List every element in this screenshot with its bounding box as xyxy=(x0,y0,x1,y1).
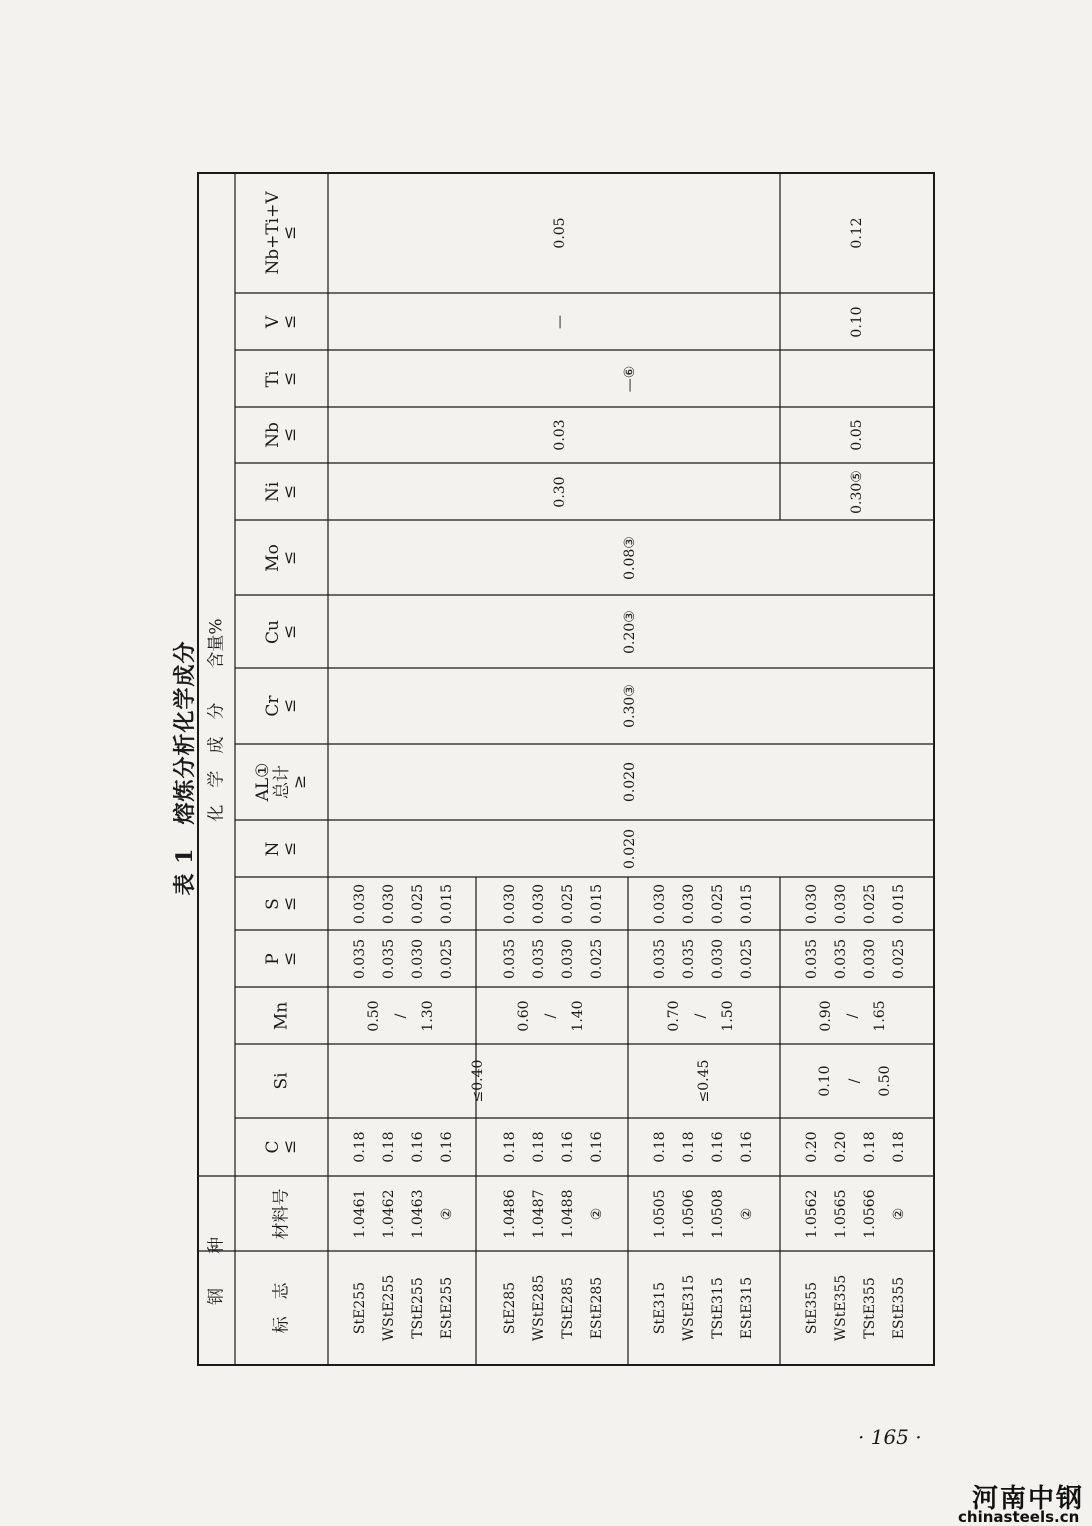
table-cell-S: 0.030 xyxy=(681,883,697,924)
table-cell-material_nos: 1.0461 xyxy=(352,1189,368,1238)
table-cell-P: 0.035 xyxy=(804,938,820,979)
table-cell-marks: StE315 xyxy=(652,1281,668,1335)
table-cell-material_nos: 1.0565 xyxy=(833,1189,849,1238)
table-cell-marks: EStE355 xyxy=(891,1276,907,1340)
table-cell-material_nos: ② xyxy=(891,1207,907,1220)
table-cell-S: 0.025 xyxy=(560,883,576,924)
table-cell-Mn: 1.30 xyxy=(420,999,436,1032)
page-number: · 165 · xyxy=(858,1425,922,1449)
header-element-N: N ≤ xyxy=(262,841,300,856)
cell-Ni-b: 0.30⑤ xyxy=(849,469,865,514)
table-cell-S: 0.015 xyxy=(589,883,605,924)
table-cell-Mn: 1.65 xyxy=(872,999,888,1032)
table-cell-C: 0.18 xyxy=(652,1131,668,1163)
table-cell-marks: TStE355 xyxy=(862,1277,878,1339)
table-cell-S: 0.030 xyxy=(381,883,397,924)
table-cell-C: 0.18 xyxy=(891,1131,907,1163)
cell-Nb-b: 0.05 xyxy=(849,419,865,451)
table-cell-C: 0.16 xyxy=(710,1131,726,1163)
table-cell-Mn: 1.40 xyxy=(570,999,586,1032)
cell-Ti: —⑥ xyxy=(622,365,638,392)
table-cell-Mn: 1.50 xyxy=(720,999,736,1032)
cell-si-c-2: / xyxy=(847,1078,863,1084)
table-cell-P: 0.035 xyxy=(681,938,697,979)
table-cell-S: 0.025 xyxy=(410,883,426,924)
table-cell-C: 0.16 xyxy=(410,1131,426,1163)
cell-si-a: ≤0.40 xyxy=(470,1059,486,1103)
table-cell-marks: StE255 xyxy=(352,1281,368,1335)
header-element-Cu: Cu ≤ xyxy=(262,619,300,644)
table-cell-Mn: / xyxy=(845,1013,861,1018)
table-cell-Mn: 0.90 xyxy=(818,999,834,1032)
table-cell-Mn: 0.60 xyxy=(516,999,532,1032)
table-cell-marks: TStE255 xyxy=(410,1277,426,1339)
table-cell-S: 0.030 xyxy=(502,883,518,924)
table-cell-material_nos: 1.0508 xyxy=(710,1189,726,1238)
table-cell-P: 0.030 xyxy=(862,938,878,979)
table-cell-marks: TStE315 xyxy=(710,1277,726,1339)
table-cell-material_nos: 1.0566 xyxy=(862,1189,878,1238)
table-cell-C: 0.16 xyxy=(439,1131,455,1163)
table-cell-P: 0.025 xyxy=(739,938,755,979)
header-chem-group: 化 学 成 分 含量% xyxy=(206,618,226,822)
table-cell-P: 0.035 xyxy=(531,938,547,979)
header-material-no: 材料号 xyxy=(271,1188,291,1239)
header-element-Cr: Cr ≤ xyxy=(262,695,300,717)
table-cell-P: 0.035 xyxy=(652,938,668,979)
table-cell-marks: StE355 xyxy=(804,1281,820,1335)
cell-Ni-a: 0.30 xyxy=(552,475,568,508)
table-cell-C: 0.20 xyxy=(804,1131,820,1163)
table-cell-Mn: / xyxy=(693,1013,709,1018)
table-cell-marks: EStE285 xyxy=(589,1276,605,1340)
table-cell-material_nos: 1.0487 xyxy=(531,1189,547,1238)
table-cell-C: 0.20 xyxy=(833,1131,849,1163)
table-cell-S: 0.025 xyxy=(862,883,878,924)
table-cell-material_nos: 1.0488 xyxy=(560,1189,576,1238)
table-cell-P: 0.030 xyxy=(560,938,576,979)
table-cell-C: 0.16 xyxy=(739,1131,755,1163)
table-cell-Mn: / xyxy=(393,1013,409,1018)
cell-Nb-a: 0.03 xyxy=(552,419,568,451)
table-cell-material_nos: 1.0462 xyxy=(381,1189,397,1238)
table-cell-marks: WStE355 xyxy=(833,1274,849,1342)
table-cell-P: 0.035 xyxy=(352,938,368,979)
header-steel-group: 钢 种 xyxy=(206,1236,226,1305)
table-cell-material_nos: ② xyxy=(739,1207,755,1220)
table-cell-material_nos: 1.0506 xyxy=(681,1189,697,1238)
table-cell-S: 0.025 xyxy=(710,883,726,924)
cell-si-c-3: 0.50 xyxy=(877,1065,893,1097)
table-cell-C: 0.18 xyxy=(381,1131,397,1163)
table-cell-P: 0.025 xyxy=(439,938,455,979)
header-element-Si: Si xyxy=(271,1072,291,1090)
header-element-Ni: Ni ≤ xyxy=(262,481,300,502)
table-cell-P: 0.035 xyxy=(502,938,518,979)
table-cell-material_nos: 1.0505 xyxy=(652,1189,668,1238)
table-cell-marks: WStE285 xyxy=(531,1274,547,1342)
table-cell-C: 0.16 xyxy=(560,1131,576,1163)
table-cell-S: 0.030 xyxy=(531,883,547,924)
table-cell-marks: EStE255 xyxy=(439,1276,455,1340)
cell-N: 0.020 xyxy=(622,828,638,869)
cell-si-b: ≤0.45 xyxy=(696,1059,712,1103)
table-cell-P: 0.025 xyxy=(589,938,605,979)
table-cell-C: 0.18 xyxy=(862,1131,878,1163)
header-element-Ti: Ti ≤ xyxy=(262,370,300,387)
cell-Cu: 0.20③ xyxy=(622,609,638,654)
table-cell-C: 0.18 xyxy=(502,1131,518,1163)
table-cell-marks: WStE315 xyxy=(681,1274,697,1342)
cell-si-c-1: 0.10 xyxy=(817,1065,833,1097)
table-cell-S: 0.015 xyxy=(439,883,455,924)
table-cell-P: 0.025 xyxy=(891,938,907,979)
header-element-NbTiV: Nb+Ti+V ≤ xyxy=(262,191,300,275)
cell-Mo: 0.08③ xyxy=(622,535,638,580)
table-cell-marks: TStE285 xyxy=(560,1277,576,1339)
table-cell-S: 0.015 xyxy=(891,883,907,924)
table-cell-S: 0.030 xyxy=(804,883,820,924)
cell-V-b: 0.10 xyxy=(849,305,865,338)
table-cell-material_nos: ② xyxy=(589,1207,605,1220)
table-cell-C: 0.18 xyxy=(352,1131,368,1163)
table-cell-material_nos: ② xyxy=(439,1207,455,1220)
table-cell-P: 0.030 xyxy=(410,938,426,979)
table-cell-S: 0.015 xyxy=(739,883,755,924)
watermark-cn: 河南中钢 xyxy=(972,1484,1085,1514)
table-cell-C: 0.16 xyxy=(589,1131,605,1163)
header-element-AL: AL① 总计 ≥ xyxy=(252,762,310,802)
header-element-Nb: Nb ≤ xyxy=(262,422,300,448)
table-cell-marks: StE285 xyxy=(502,1281,518,1335)
table-cell-material_nos: 1.0562 xyxy=(804,1189,820,1238)
cell-V-a: — xyxy=(552,314,568,329)
table-cell-Mn: / xyxy=(543,1013,559,1018)
cell-NbTiV-b: 0.12 xyxy=(849,217,865,249)
table-cell-Mn: 0.70 xyxy=(666,999,682,1032)
table-cell-S: 0.030 xyxy=(833,883,849,924)
header-element-C: C ≤ xyxy=(262,1139,300,1155)
header-element-P: P ≤ xyxy=(262,951,300,966)
table-cell-P: 0.035 xyxy=(833,938,849,979)
table-cell-S: 0.030 xyxy=(652,883,668,924)
watermark-en: chinasteels.cn xyxy=(958,1508,1080,1526)
table-cell-S: 0.030 xyxy=(352,883,368,924)
table-cell-material_nos: 1.0463 xyxy=(410,1189,426,1238)
table-cell-P: 0.035 xyxy=(381,938,397,979)
header-element-S: S ≤ xyxy=(262,896,300,911)
table-cell-marks: EStE315 xyxy=(739,1276,755,1340)
header-element-V: V ≤ xyxy=(262,314,300,329)
table-cell-C: 0.18 xyxy=(531,1131,547,1163)
cell-Cr: 0.30③ xyxy=(622,684,638,728)
cell-AL: 0.020 xyxy=(622,761,638,803)
table-cell-Mn: 0.50 xyxy=(366,999,382,1032)
table-cell-marks: WStE255 xyxy=(381,1274,397,1342)
table-cell-P: 0.030 xyxy=(710,938,726,979)
header-element-Mo: Mo ≤ xyxy=(262,543,300,572)
header-mark: 标 志 xyxy=(271,1282,291,1334)
table-cell-material_nos: 1.0486 xyxy=(502,1189,518,1238)
cell-NbTiV-a: 0.05 xyxy=(552,217,568,249)
table-cell-C: 0.18 xyxy=(681,1131,697,1163)
table-title: 表 1 熔炼分析化学成分 xyxy=(172,640,198,895)
header-element-Mn: Mn xyxy=(271,1001,291,1030)
